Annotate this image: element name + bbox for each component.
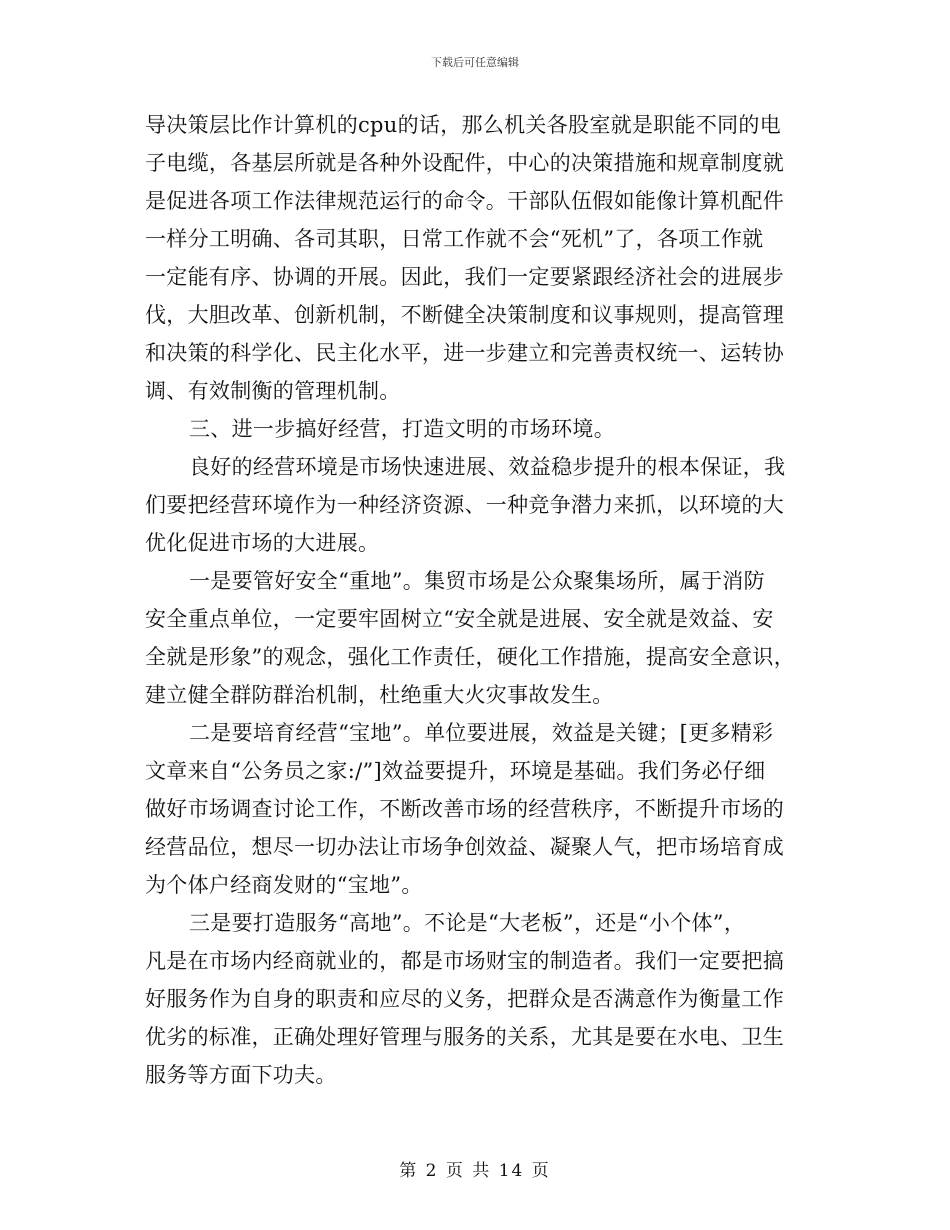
text-line: 服务等方面下功夫。 [145,1063,337,1087]
text-line: 全就是形象”的观念，强化工作责任，硬化工作措施，提高安全意识， [145,645,796,669]
text-line: 调、有效制衡的管理机制。 [145,379,401,403]
text-line: 凡是在市场内经商就业的，都是市场财宝的制造者。我们一定要把搞 [145,949,784,973]
paragraph [145,562,800,714]
text-line: 一是要管好安全“重地”。集贸市场是公众聚集场所，属于消防 [189,569,765,593]
text-line: 优劣的标准，正确处理好管理与服务的关系，尤其是要在水电、卫生 [145,1025,784,1049]
paragraph [145,714,800,904]
text-line: 优化促进市场的大进展。 [145,531,380,555]
text-line: 子电缆，各基层所就是各种外设配件，中心的决策措施和规章制度就 [145,151,784,175]
text-line: 导决策层比作计算机的cpu的话，那么机关各股室就是职能不同的电 [145,113,782,137]
text-line: 们要把经营环境作为一种经济资源、一种竞争潜力来抓，以环境的大 [145,493,784,517]
text-line: 二是要培育经营“宝地”。单位要进展，效益是关键；[更多精彩 [189,721,774,745]
text-line: 一定能有序、协调的开展。因此，我们一定要紧跟经济社会的进展步 [145,265,784,289]
text-line: 三是要打造服务“高地”。不论是“大老板”，还是“小个体”， [189,911,746,935]
text-line: 良好的经营环境是市场快速进展、效益稳步提升的根本保证，我 [189,455,786,479]
text-line: 为个体户经商发财的“宝地”。 [145,873,423,897]
text-line: 好服务作为自身的职责和应尽的义务，把群众是否满意作为衡量工作 [145,987,784,1011]
text-line: 伐，大胆改革、创新机制，不断健全决策制度和议事规则，提高管理 [145,303,784,327]
header-note: 下载后可任意编辑 [431,56,519,69]
text-line: 一样分工明确、各司其职，日常工作就不会“死机”了，各项工作就 [145,227,764,251]
text-line: 三、进一步搞好经营，打造文明的市场环境。 [189,417,615,441]
text-line: 和决策的科学化、民主化水平，进一步建立和完善责权统一、运转协 [145,341,784,365]
text-line: 建立健全群防群治机制，杜绝重大火灾事故发生。 [145,683,614,707]
text-line: 安全重点单位，一定要牢固树立“安全就是进展、安全就是效益、安 [145,607,774,631]
text-line: 文章来自“公务员之家:/”]效益要提升，环境是基础。我们务必仔细 [145,759,766,783]
section-heading [145,410,800,448]
paragraph-continued [145,106,800,410]
text-line: 经营品位，想尽一切办法让市场争创效益、凝聚人气，把市场培育成 [145,835,784,859]
document-body [145,106,800,1094]
paragraph [145,448,800,562]
text-line: 是促进各项工作法律规范运行的命令。干部队伍假如能像计算机配件 [145,189,784,213]
paragraph [145,904,800,1094]
page-number-footer: 第 2 页 共 14 页 [399,1161,551,1181]
text-line: 做好市场调查讨论工作，不断改善市场的经营秩序，不断提升市场的 [145,797,784,821]
